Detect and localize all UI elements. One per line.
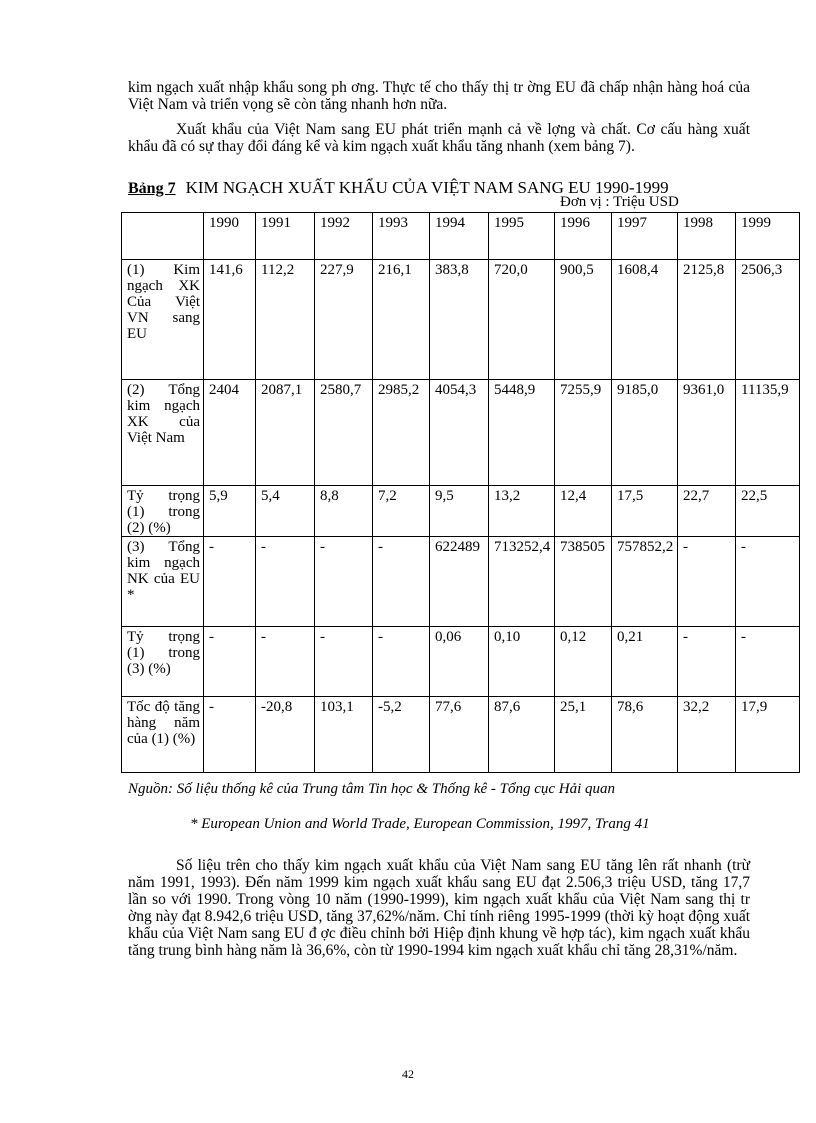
paragraph-analysis: Số liệu trên cho thấy kim ngạch xuất khẩu của Việt Nam sang EU tăng lên rất nhanh (trừ năm 1991, 1993). Đến năm 1999 kim ngạch xuất khẩu sang EU đạt 2.506,3 triệu USD, tăng 17,7 lần so với 1990. Trong vòng 10 năm (1990-1999), kim ngạch xuất khẩu của Việt Nam sang thị tr ờng này đạt 8.942,6 triệu USD, tăng 37,62%/năm. Chỉ tính riêng 1995-1999 (thời kỳ hoạt động xuất khẩu của Việt Nam sang EU đ ợc điều chỉnh bởi Hiệp định khung về hợp tác), kim ngạch xuất khẩu tăng trung bình hàng năm là 36,6%, còn từ 1990-1994 kim ngạch xuất khẩu chỉ tăng 28,31%/năm. — [128, 857, 750, 959]
value-cell: 8,8 — [315, 486, 373, 537]
value-cell: 2580,7 — [315, 380, 373, 486]
table-unit: Đơn vị : Triệu USD — [560, 194, 679, 210]
value-cell: 7255,9 — [555, 380, 612, 486]
value-cell: 738505 — [555, 537, 612, 627]
value-cell: 22,5 — [736, 486, 800, 537]
header-corner-cell — [122, 213, 204, 260]
value-cell: 17,9 — [736, 697, 800, 773]
table-label: Bảng 7 — [128, 180, 176, 197]
value-cell: 32,2 — [678, 697, 736, 773]
table-row — [122, 380, 800, 486]
value-cell: 0,06 — [430, 627, 489, 697]
year-header-cell: 1997 — [612, 213, 678, 260]
value-cell: - — [204, 537, 256, 627]
value-cell: 622489 — [430, 537, 489, 627]
value-cell: 2125,8 — [678, 260, 736, 380]
value-cell: 2404 — [204, 380, 256, 486]
value-cell: 2087,1 — [256, 380, 315, 486]
value-cell: 5,4 — [256, 486, 315, 537]
header-row — [122, 213, 800, 260]
table-row — [122, 486, 800, 537]
year-header-cell: 1996 — [555, 213, 612, 260]
value-cell: 0,10 — [489, 627, 555, 697]
value-cell: 5,9 — [204, 486, 256, 537]
table-body — [122, 213, 800, 773]
export-table — [121, 212, 800, 773]
value-cell: - — [256, 537, 315, 627]
row-label-cell: Tốc độ tăng hàng năm của (1) (%) — [122, 697, 204, 773]
value-cell: 5448,9 — [489, 380, 555, 486]
value-cell: - — [373, 537, 430, 627]
value-cell: 383,8 — [430, 260, 489, 380]
value-cell: 17,5 — [612, 486, 678, 537]
value-cell: 216,1 — [373, 260, 430, 380]
row-label-cell: (2) Tổng kim ngạch XK của Việt Nam — [122, 380, 204, 486]
value-cell: 9185,0 — [612, 380, 678, 486]
value-cell: -5,2 — [373, 697, 430, 773]
value-cell: 103,1 — [315, 697, 373, 773]
value-cell: - — [736, 537, 800, 627]
value-cell: 87,6 — [489, 697, 555, 773]
table-row — [122, 260, 800, 380]
row-label-cell: (1) Kim ngạch XK Của Việt VN sang EU — [122, 260, 204, 380]
row-label-cell: Tỷ trọng (1) trong (2) (%) — [122, 486, 204, 537]
value-cell: - — [373, 627, 430, 697]
value-cell: 12,4 — [555, 486, 612, 537]
value-cell: 77,6 — [430, 697, 489, 773]
value-cell: 11135,9 — [736, 380, 800, 486]
value-cell: - — [678, 537, 736, 627]
year-header-cell: 1992 — [315, 213, 373, 260]
value-cell: -20,8 — [256, 697, 315, 773]
table-title: KIM NGẠCH XUẤT KHẨU CỦA VIỆT NAM SANG EU 1990-1999 — [185, 178, 669, 197]
source-note-eu: * European Union and World Trade, European Commission, 1997, Trang 41 — [190, 816, 650, 832]
value-cell: 0,21 — [612, 627, 678, 697]
paragraph-export-growth: Xuất khẩu của Việt Nam sang EU phát triển mạnh cả về lợng và chất. Cơ cấu hàng xuất khẩu đã có sự thay đổi đáng kể và kim ngạch xuất khẩu tăng nhanh (xem bảng 7). — [128, 121, 750, 155]
row-label-cell: (3) Tổng kim ngạch NK của EU * — [122, 537, 204, 627]
value-cell: 7,2 — [373, 486, 430, 537]
row-label-cell: Tỷ trọng (1) trong (3) (%) — [122, 627, 204, 697]
value-cell: 2506,3 — [736, 260, 800, 380]
year-header-cell: 1998 — [678, 213, 736, 260]
table-row — [122, 627, 800, 697]
year-header-cell: 1993 — [373, 213, 430, 260]
value-cell: - — [678, 627, 736, 697]
value-cell: 720,0 — [489, 260, 555, 380]
table-row — [122, 697, 800, 773]
value-cell: 9,5 — [430, 486, 489, 537]
value-cell: 22,7 — [678, 486, 736, 537]
value-cell: 78,6 — [612, 697, 678, 773]
year-header-cell: 1990 — [204, 213, 256, 260]
value-cell: - — [315, 627, 373, 697]
value-cell: - — [204, 627, 256, 697]
table-row — [122, 537, 800, 627]
paragraph-intro: kim ngạch xuất nhập khẩu song ph ơng. Thực tế cho thấy thị tr ờng EU đã chấp nhận hàng hoá của Việt Nam và triển vọng sẽ còn tăng nhanh hơn nữa. — [128, 79, 750, 113]
year-header-cell: 1991 — [256, 213, 315, 260]
value-cell: 900,5 — [555, 260, 612, 380]
value-cell: - — [204, 697, 256, 773]
value-cell: - — [315, 537, 373, 627]
year-header-cell: 1994 — [430, 213, 489, 260]
value-cell: 4054,3 — [430, 380, 489, 486]
value-cell: 713252,4 — [489, 537, 555, 627]
value-cell: 227,9 — [315, 260, 373, 380]
value-cell: 25,1 — [555, 697, 612, 773]
value-cell: 13,2 — [489, 486, 555, 537]
value-cell: - — [736, 627, 800, 697]
value-cell: 9361,0 — [678, 380, 736, 486]
value-cell: 141,6 — [204, 260, 256, 380]
year-header-cell: 1995 — [489, 213, 555, 260]
value-cell: 0,12 — [555, 627, 612, 697]
value-cell: 112,2 — [256, 260, 315, 380]
value-cell: 1608,4 — [612, 260, 678, 380]
value-cell: - — [256, 627, 315, 697]
source-note: Nguồn: Số liệu thống kê của Trung tâm Tin học & Thống kê - Tổng cục Hải quan — [128, 781, 616, 797]
page-number: 42 — [402, 1067, 414, 1081]
year-header-cell: 1999 — [736, 213, 800, 260]
value-cell: 757852,2 — [612, 537, 678, 627]
value-cell: 2985,2 — [373, 380, 430, 486]
